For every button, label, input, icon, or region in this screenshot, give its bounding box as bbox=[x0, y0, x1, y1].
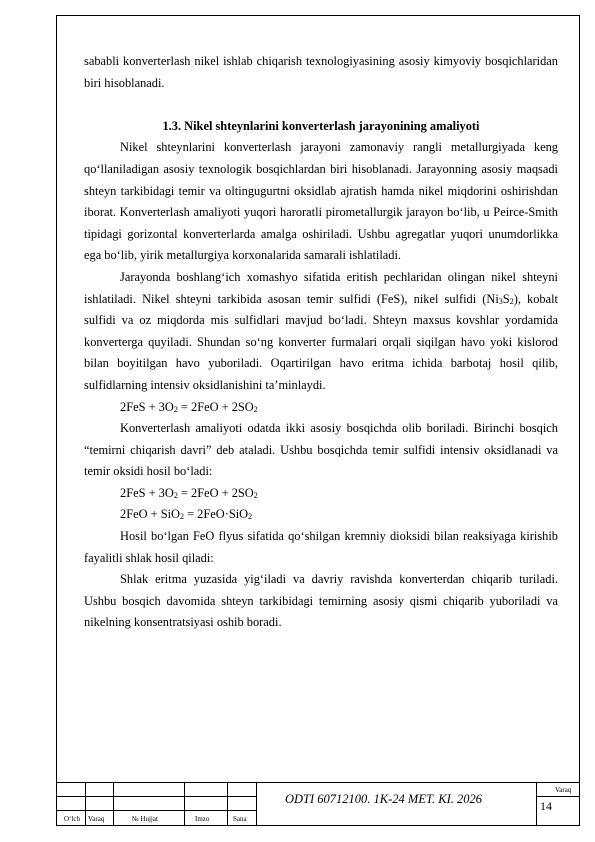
col-varaq: Varaq bbox=[88, 815, 105, 823]
paragraph-4: Hosil bo‘lgan FeO flyus sifatida qo‘shilgan kremniy dioksidi bilan reaksiyaga kirishib fayalitli shlak hosil qiladi: bbox=[84, 529, 558, 565]
col-imzo: Imzo bbox=[195, 815, 210, 823]
varaq-label: Varaq bbox=[555, 786, 572, 794]
paragraph-5: Shlak eritma yuzasida yig‘iladi va davriy ravishda konverterdan chiqarib turiladi. Ushbu bosqich davomida shteyn tarkibidagi temirning asosiy qismi chiqarib yuboriladi va nikelning konsentratsiyasi oshib boradi. bbox=[84, 572, 558, 630]
page-number: 14 bbox=[540, 799, 552, 813]
equation-3: 2FeO + SiO$_2$ = 2FeO·SiO$_2$ bbox=[120, 507, 253, 522]
section-heading: 1.3. Nikel shteynlarini konverterlash jarayonining amaliyoti bbox=[162, 118, 480, 133]
equation-2: $2FeS + 3O_2 = 2FeO + 2SO_2$ bbox=[120, 485, 258, 500]
col-sana: Sana bbox=[233, 815, 247, 823]
paragraph-3: Konverterlash amaliyoti odatda ikki asosiy bosqichda olib boriladi. Birinchi bosqich “temirni chiqarish davri” deb ataladi. Ushbu bosqichda temir sulfidi intensiv oksidlanadi va temir oksidi hosil bo‘ladi: bbox=[84, 421, 558, 479]
document-code: ODTI 60712100. 1K-24 MET. KI. 2026 bbox=[285, 792, 482, 806]
col-hujjat: № Hujjat bbox=[132, 815, 158, 823]
paragraph-intro: sababli konverterlash nikel ishlab chiqarish texnologiyasining asosiy kimyoviy bosqichlaridan biri hisoblanadi. bbox=[84, 54, 558, 90]
paragraph-2: Jarayonda boshlang‘ich xomashyo sifatida eritish pechlaridan olingan nikel shteyni ishlatiladi. Nikel shteyni tarkibida asosan temir sulfidi (FeS), nikel sulfidi $(Ni_3S_2)$, kobalt sulfidi va oz miqdorda mis sulfidlari mavjud bo‘ladi. Shteyn maxsus kovshlar yordamida konverterga quyiladi. Shundan so‘ng konverter furmalari orqali siqilgan havo yoki kislorod bilan boyitilgan havo yuboriladi. Oqartirilgan havo eritma ichida barbotaj hosil qilib, sulfidlarning intensiv oksidlanishini ta’minlaydi. bbox=[84, 269, 558, 392]
document-body bbox=[84, 51, 558, 634]
paragraph-1: Nikel shteynlarini konverterlash jarayoni zamonaviy rangli metallurgiyada keng qo‘llaniladigan asosiy texnologik bosqichlardan biri hisoblanadi. Jarayonning asosiy maqsadi shteyn tarkibidagi temir va oltingugurtni oksidlab ajratish hamda nikel miqdorini oshirishdan iborat. Konverterlash amaliyoti yuqori haroratli pirometallurgik jarayon bo‘lib, u Peirce-Smith tipidagi gorizontal konverterlarda amalga oshiriladi. Ushbu agregatlar yuqori unumdorlikka ega bo‘lib, yirik metallurgiya korxonalarida samarali ishlatiladi. bbox=[84, 140, 558, 263]
equation-1: $2FeS + 3O_2 = 2FeO + 2SO_2$ bbox=[120, 399, 258, 414]
col-olch: O‘lch bbox=[64, 815, 80, 823]
